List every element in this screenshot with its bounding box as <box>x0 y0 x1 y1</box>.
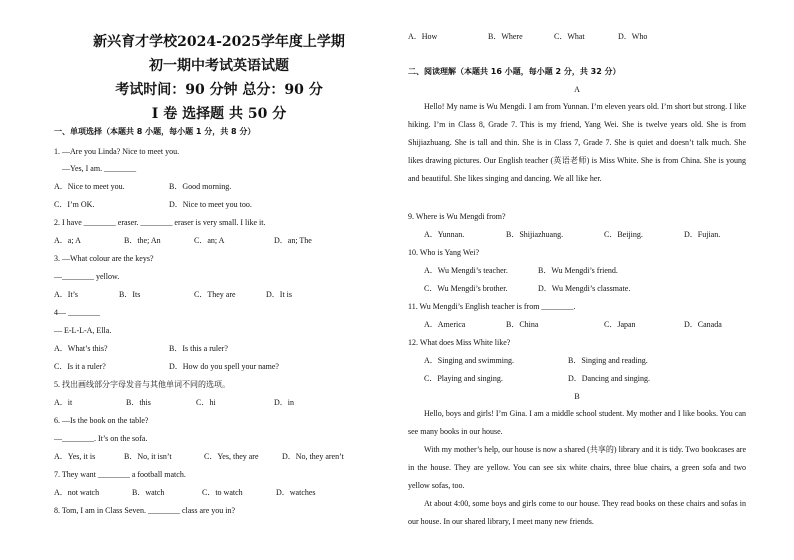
q2-option-b[interactable]: B．the; An <box>124 236 161 245</box>
q11-option-c[interactable]: C．Japan <box>604 320 636 329</box>
question-2: 2. I have ________ eraser. ________ eraser is very small. I like it. <box>54 218 266 227</box>
q11-option-d[interactable]: D．Canada <box>684 320 722 329</box>
question-5: 5. 找出画线部分字母发音与其他单词不同的选项。 <box>54 380 230 389</box>
q3-option-d[interactable]: D．It is <box>266 290 292 299</box>
q12-option-d[interactable]: D．Dancing and singing. <box>568 374 650 383</box>
question-3-line2: —________ yellow. <box>54 272 120 281</box>
q10-option-c[interactable]: C．Wu Mengdi’s brother. <box>424 284 508 293</box>
q1-option-a[interactable]: A．Nice to meet you. <box>54 182 125 191</box>
question-4: 4— ________ <box>54 308 100 317</box>
q3-option-c[interactable]: C．They are <box>194 290 236 299</box>
q10-option-b[interactable]: B．Wu Mengdi’s friend. <box>538 266 618 275</box>
q5-option-a[interactable]: A．it <box>54 398 73 407</box>
passage-b-paragraph-1: Hello, boys and girls! I’m Gina. I am a middle school student. My mother and I like books. You can see many books in our house. <box>408 409 746 436</box>
q11-option-b[interactable]: B．China <box>506 320 539 329</box>
q9-option-c[interactable]: C．Beijing. <box>604 230 643 239</box>
q7-option-c[interactable]: C．to watch <box>202 488 243 497</box>
q2-option-d[interactable]: D．an; The <box>274 236 312 245</box>
q6-option-c[interactable]: C．Yes, they are <box>204 452 259 461</box>
q4-option-c[interactable]: C．Is it a ruler? <box>54 362 106 371</box>
q7-option-d[interactable]: D．watches <box>276 488 316 497</box>
q8-option-a[interactable]: A．How <box>408 32 438 41</box>
passage-a-label: A <box>574 85 580 94</box>
q8-option-c[interactable]: C．What <box>554 32 585 41</box>
question-11: 11. Wu Mengdi’s English teacher is from ________. <box>408 302 576 311</box>
q5-option-c[interactable]: C．hi <box>196 398 216 407</box>
q5-option-d[interactable]: D．in <box>274 398 294 407</box>
section-reading: 二、阅读理解（本题共 16 小题，每小题 2 分，共 32 分） <box>408 67 621 76</box>
q10-option-d[interactable]: D．Wu Mengdi’s classmate. <box>538 284 631 293</box>
q6-option-b[interactable]: B．No, it isn’t <box>124 452 172 461</box>
q4-option-d[interactable]: D．How do you spell your name? <box>169 362 279 371</box>
passage-b-label: B <box>574 392 580 401</box>
q2-option-c[interactable]: C．an; A <box>194 236 225 245</box>
q9-option-d[interactable]: D．Fujian. <box>684 230 721 239</box>
question-6-line2: —________. It’s on the sofa. <box>54 434 148 443</box>
q11-option-a[interactable]: A．America <box>424 320 466 329</box>
q4-option-a[interactable]: A．What’s this? <box>54 344 108 353</box>
q1-option-b[interactable]: B．Good morning. <box>169 182 232 191</box>
school-title: 新兴育才学校2024-2025学年度上学期 <box>93 34 345 50</box>
question-12: 12. What does Miss White like? <box>408 338 511 347</box>
q1-option-d[interactable]: D．Nice to meet you too. <box>169 200 252 209</box>
question-6: 6. —Is the book on the table? <box>54 416 149 425</box>
exam-time-score: 考试时间：90 分钟 总分：90 分 <box>115 82 323 98</box>
q10-option-a[interactable]: A．Wu Mengdi’s teacher. <box>424 266 508 275</box>
question-1: 1. —Are you Linda? Nice to meet you. <box>54 147 180 156</box>
question-10: 10. Who is Yang Wei? <box>408 248 480 257</box>
q9-option-a[interactable]: A．Yunnan. <box>424 230 465 239</box>
section-single-choice: 一、单项选择（本题共 8 小题，每小题 1 分，共 8 分） <box>54 127 256 136</box>
question-9: 9. Where is Wu Mengdi from? <box>408 212 506 221</box>
passage-b-paragraph-2: With my mother’s help, our house is now a shared (共享的) library and it is tidy. Two bookcases are in the house. They are yellow. You can see six white chairs, three blue chairs, a green sofa and two yellow sofas, too. <box>408 445 746 490</box>
q7-option-a[interactable]: A．not watch <box>54 488 100 497</box>
q7-option-b[interactable]: B．watch <box>132 488 165 497</box>
q3-option-a[interactable]: A．It’s <box>54 290 78 299</box>
q9-option-b[interactable]: B．Shijiazhuang. <box>506 230 564 239</box>
q12-option-a[interactable]: A．Singing and swimming. <box>424 356 515 365</box>
passage-b-paragraph-3: At about 4:00, some boys and girls come to our house. They read books on these chairs and sofas in our house. In our shared library, I meet many new friends. <box>408 499 746 526</box>
exam-title: 初一期中考试英语试题 <box>149 58 289 74</box>
passage-a: Hello! My name is Wu Mengdi. I am from Yunnan. I’m eleven years old. I’m short but strong. I like hiking. I’m in Class 8, Grade 7. This is my friend, Yang Wei. She is twelve years old. She is from Shijiazhuang. She is tall and thin. She is in Class 7, Grade 7. She is quiet and doesn’t talk much. She likes drawing pictures. Our English teacher (英语老师) is Miss White. She is from China. She is young and beautiful. She likes singing and dancing. We all like her. <box>408 102 746 183</box>
q6-option-a[interactable]: A．Yes, it is <box>54 452 96 461</box>
q5-option-b[interactable]: B．this <box>126 398 151 407</box>
question-1-line2: —Yes, I am. ________ <box>62 164 137 173</box>
q8-option-d[interactable]: D．Who <box>618 32 648 41</box>
q12-option-c[interactable]: C．Playing and singing. <box>424 374 503 383</box>
q12-option-b[interactable]: B．Singing and reading. <box>568 356 648 365</box>
question-7: 7. They want ________ a football match. <box>54 470 186 479</box>
question-3: 3. —What colour are the keys? <box>54 254 154 263</box>
part-one-title: I 卷 选择题 共 50 分 <box>151 106 287 122</box>
q8-option-b[interactable]: B．Where <box>488 32 523 41</box>
q6-option-d[interactable]: D．No, they aren’t <box>282 452 344 461</box>
q4-option-b[interactable]: B．Is this a ruler? <box>169 344 228 353</box>
question-4-line2: — E-L-L-A, Ella. <box>54 326 112 335</box>
q1-option-c[interactable]: C．I’m OK. <box>54 200 95 209</box>
q3-option-b[interactable]: B．Its <box>119 290 141 299</box>
question-8: 8. Tom, I am in Class Seven. ________ class are you in? <box>54 506 236 515</box>
q2-option-a[interactable]: A．a; A <box>54 236 81 245</box>
